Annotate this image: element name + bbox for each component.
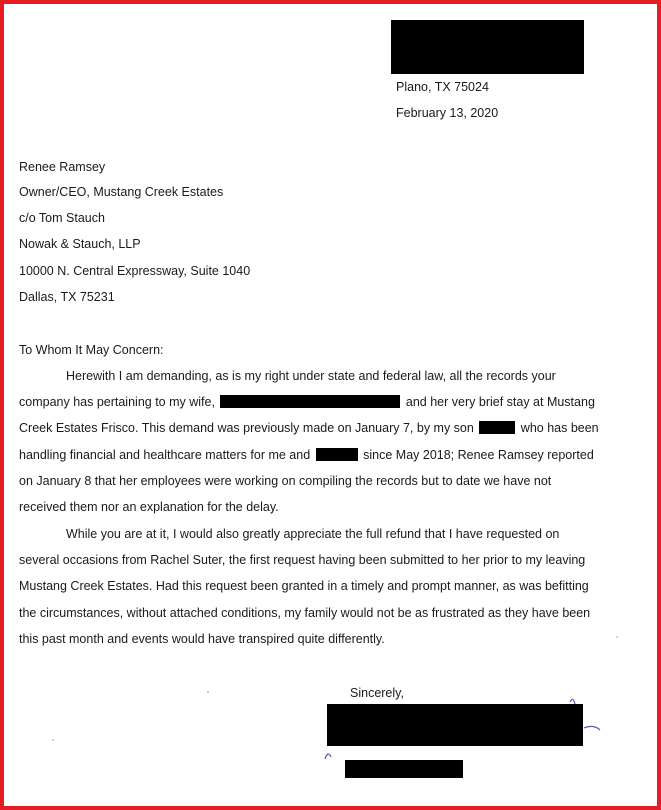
scan-speck bbox=[616, 636, 618, 638]
body-line: Herewith I am demanding, as is my right under state and federal law, all the records your bbox=[66, 369, 556, 383]
redacted-son-name bbox=[479, 421, 515, 434]
body-text: who has been bbox=[520, 421, 599, 435]
body-text: Creek Estates Frisco. This demand was previously made on January 7, by my son bbox=[19, 421, 474, 435]
recipient-street: 10000 N. Central Expressway, Suite 1040 bbox=[19, 264, 251, 278]
body-text: and her very brief stay at Mustang bbox=[405, 395, 595, 409]
signature-pen-stroke bbox=[564, 694, 614, 744]
scan-speck bbox=[52, 739, 54, 741]
body-line: on January 8 that her employees were working on compiling the records but to date we have not bbox=[19, 474, 552, 488]
recipient-title: Owner/CEO, Mustang Creek Estates bbox=[19, 185, 224, 199]
body-line bbox=[19, 420, 599, 436]
body-line bbox=[19, 394, 595, 410]
recipient-firm: Nowak & Stauch, LLP bbox=[19, 237, 141, 251]
recipient-city: Dallas, TX 75231 bbox=[19, 290, 115, 304]
redacted-wife-name bbox=[220, 395, 400, 408]
body-line bbox=[19, 447, 594, 463]
closing: Sincerely, bbox=[350, 686, 404, 700]
body-line: Mustang Creek Estates. Had this request been granted in a timely and prompt manner, as was befitting bbox=[19, 579, 589, 593]
body-line: While you are at it, I would also greatly appreciate the full refund that I have requested on bbox=[66, 527, 560, 541]
salutation: To Whom It May Concern: bbox=[19, 343, 164, 357]
body-line: received them nor an explanation for the delay. bbox=[19, 500, 279, 514]
body-text: handling financial and healthcare matters for me and bbox=[19, 448, 311, 462]
letter-date: February 13, 2020 bbox=[396, 106, 499, 120]
body-text: company has pertaining to my wife, bbox=[19, 395, 215, 409]
redacted-printed-name bbox=[345, 760, 463, 778]
recipient-care-of: c/o Tom Stauch bbox=[19, 211, 105, 225]
body-line: several occasions from Rachel Suter, the first request having been submitted to her prior to my leaving bbox=[19, 553, 586, 567]
body-text: since May 2018; Renee Ramsey reported bbox=[363, 448, 594, 462]
sender-city-line: Plano, TX 75024 bbox=[396, 80, 489, 94]
body-line: this past month and events would have transpired quite differently. bbox=[19, 632, 385, 646]
body-line: the circumstances, without attached conditions, my family would not be as frustrated as they have been bbox=[19, 606, 591, 620]
scan-speck bbox=[207, 691, 209, 693]
redacted-wife-name-2 bbox=[316, 448, 358, 461]
redacted-signature bbox=[327, 704, 583, 746]
signature-pen-stroke bbox=[322, 747, 338, 763]
redacted-sender-address bbox=[391, 20, 584, 74]
recipient-name: Renee Ramsey bbox=[19, 160, 106, 174]
